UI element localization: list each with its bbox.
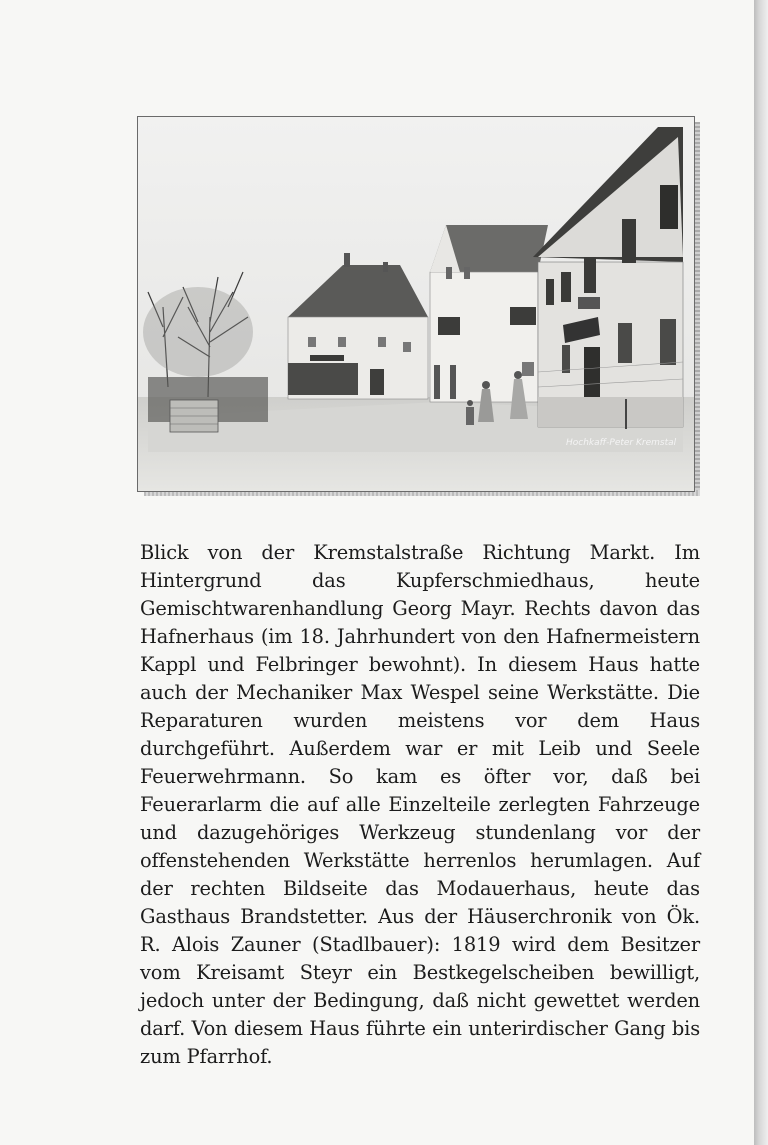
page-edge [754, 0, 768, 1145]
photo-caption: Blick von der Kremstalstraße Richtung Markt. Im Hintergrund das Kupferschmiedhaus, heute Gemischtwarenhandlung Georg Mayr. Rechts davon das Hafnerhaus (im 18. Jahrhundert von den Hafnermeistern Kappl und Felbringer bewohnt). In diesem Haus hatte auch der Mechaniker Max Wespel seine Werkstätte. Die Reparaturen wurden meistens vor dem Haus durchgeführt. Außerdem war er mit Leib und Seele Feuerwehrmann. So kam es öfter vor, daß bei Feuerarlarm die auf alle Einzelteile zerlegten Fahrzeuge und dazugehöriges Werkzeug stundenlang vor der offenstehenden Werkstätte herrenlos herumlagen. Auf der rechten Bildseite das Modauerhaus, heute das Gasthaus Brandstetter. Aus der Häuserchronik von Ök. R. Alois Zauner (Stadlbauer): 1819 wird dem Besitzer vom Kreisamt Steyr ein Bestkegelscheiben bewilligt, jedoch unter der Bedingung, daß nicht gewettet werden darf. Von diesem Haus führte ein unterirdischer Gang bis zum Pfarrhof. [140, 541, 700, 1068]
historic-street-photo-illustration [138, 117, 694, 491]
building-middle [430, 225, 548, 402]
photo-signature: Hochkaff-Peter Kremstal [566, 438, 677, 448]
historic-photo [137, 116, 695, 492]
